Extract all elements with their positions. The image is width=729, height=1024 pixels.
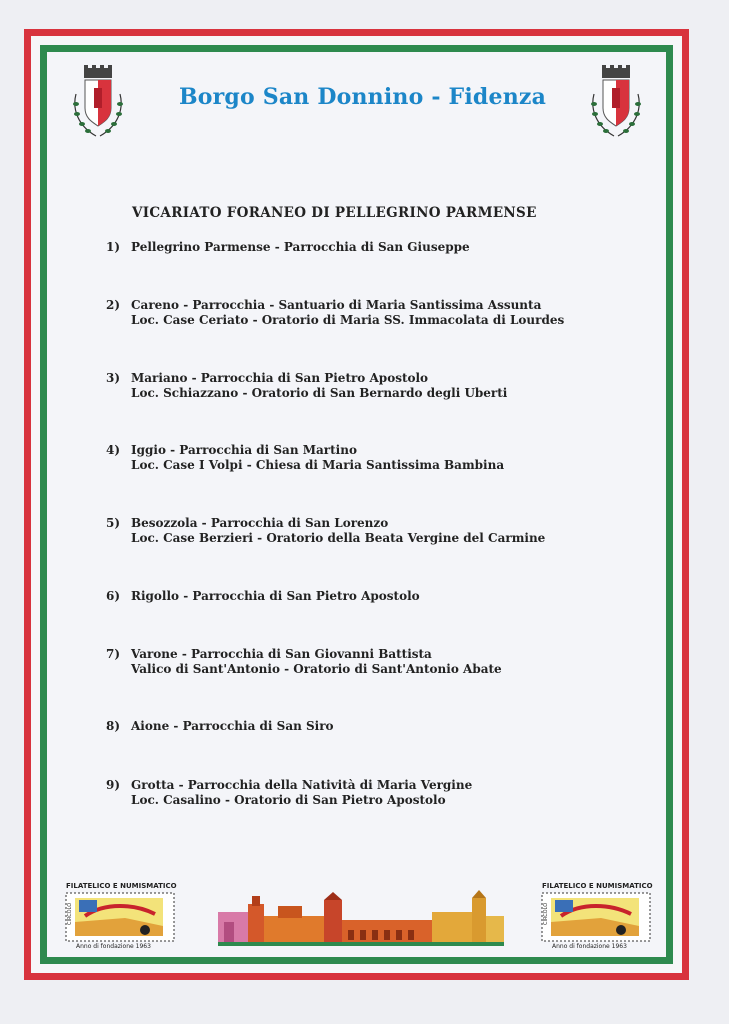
item-number: 3) bbox=[106, 371, 121, 385]
coat-of-arms-left bbox=[68, 64, 128, 140]
item-sub-line: Valico di Sant'Antonio - Oratorio di Sant'Antonio Abate bbox=[131, 662, 502, 676]
item-number: 7) bbox=[106, 647, 121, 661]
item-number: 2) bbox=[106, 298, 121, 312]
item-number: 9) bbox=[106, 778, 121, 792]
item-number: 1) bbox=[106, 240, 121, 254]
item-sub-line: Loc. Case Berzieri - Oratorio della Beata Vergine del Carmine bbox=[131, 531, 546, 545]
item-main-line: Besozzola - Parrocchia di San Lorenzo bbox=[131, 516, 389, 530]
coat-of-arms-right bbox=[586, 64, 646, 140]
vicariate-heading: VICARIATO FORANEO DI PELLEGRINO PARMENSE bbox=[132, 205, 537, 221]
svg-text:CIRCOLO: CIRCOLO bbox=[543, 902, 549, 925]
item-main-line: Mariano - Parrocchia di San Pietro Apostolo bbox=[131, 371, 429, 385]
item-sub-line: Loc. Casalino - Oratorio di San Pietro Apostolo bbox=[131, 793, 446, 807]
list-item bbox=[106, 778, 472, 808]
list-item bbox=[106, 371, 507, 401]
item-number: 6) bbox=[106, 589, 121, 603]
item-sub-line: Loc. Case I Volpi - Chiesa di Maria Santissima Bambina bbox=[131, 458, 505, 472]
svg-text:CIRCOLO: CIRCOLO bbox=[67, 902, 73, 925]
page-title: Borgo San Donnino - Fidenza bbox=[178, 84, 547, 110]
inner-green-border bbox=[40, 45, 673, 964]
item-sub-line: Loc. Case Ceriato - Oratorio di Maria SS. Immacolata di Lourdes bbox=[131, 313, 565, 327]
stamp-footer: Anno di fondazione 1963 bbox=[76, 943, 151, 950]
item-main-line: Varone - Parrocchia di San Giovanni Battista bbox=[131, 647, 432, 661]
item-main-line: Pellegrino Parmense - Parrocchia di San Giuseppe bbox=[131, 240, 470, 254]
item-main-line: Careno - Parrocchia - Santuario di Maria Santissima Assunta bbox=[131, 298, 542, 312]
stamp-footer: Anno di fondazione 1963 bbox=[552, 943, 627, 950]
city-skyline-illustration bbox=[218, 890, 504, 946]
list-item bbox=[106, 240, 470, 255]
list-item bbox=[106, 719, 334, 734]
item-main-line: Aione - Parrocchia di San Siro bbox=[131, 719, 334, 733]
item-number: 8) bbox=[106, 719, 121, 733]
stamp-title: FILATELICO E NUMISMATICO bbox=[66, 882, 177, 890]
stamp-illustration bbox=[541, 892, 651, 942]
item-sub-line: Loc. Schiazzano - Oratorio di San Bernardo degli Uberti bbox=[131, 386, 508, 400]
list-item bbox=[106, 589, 420, 604]
philatelic-stamp-left bbox=[62, 882, 180, 952]
list-item bbox=[106, 443, 504, 473]
list-item bbox=[106, 298, 564, 328]
stamp-illustration bbox=[65, 892, 175, 942]
stamp-title: FILATELICO E NUMISMATICO bbox=[542, 882, 653, 890]
item-number: 5) bbox=[106, 516, 121, 530]
item-main-line: Grotta - Parrocchia della Natività di Maria Vergine bbox=[131, 778, 473, 792]
philatelic-stamp-right bbox=[538, 882, 656, 952]
item-main-line: Rigollo - Parrocchia di San Pietro Apostolo bbox=[131, 589, 420, 603]
item-main-line: Iggio - Parrocchia di San Martino bbox=[131, 443, 357, 457]
list-item bbox=[106, 516, 545, 546]
item-number: 4) bbox=[106, 443, 121, 457]
list-item bbox=[106, 647, 502, 677]
